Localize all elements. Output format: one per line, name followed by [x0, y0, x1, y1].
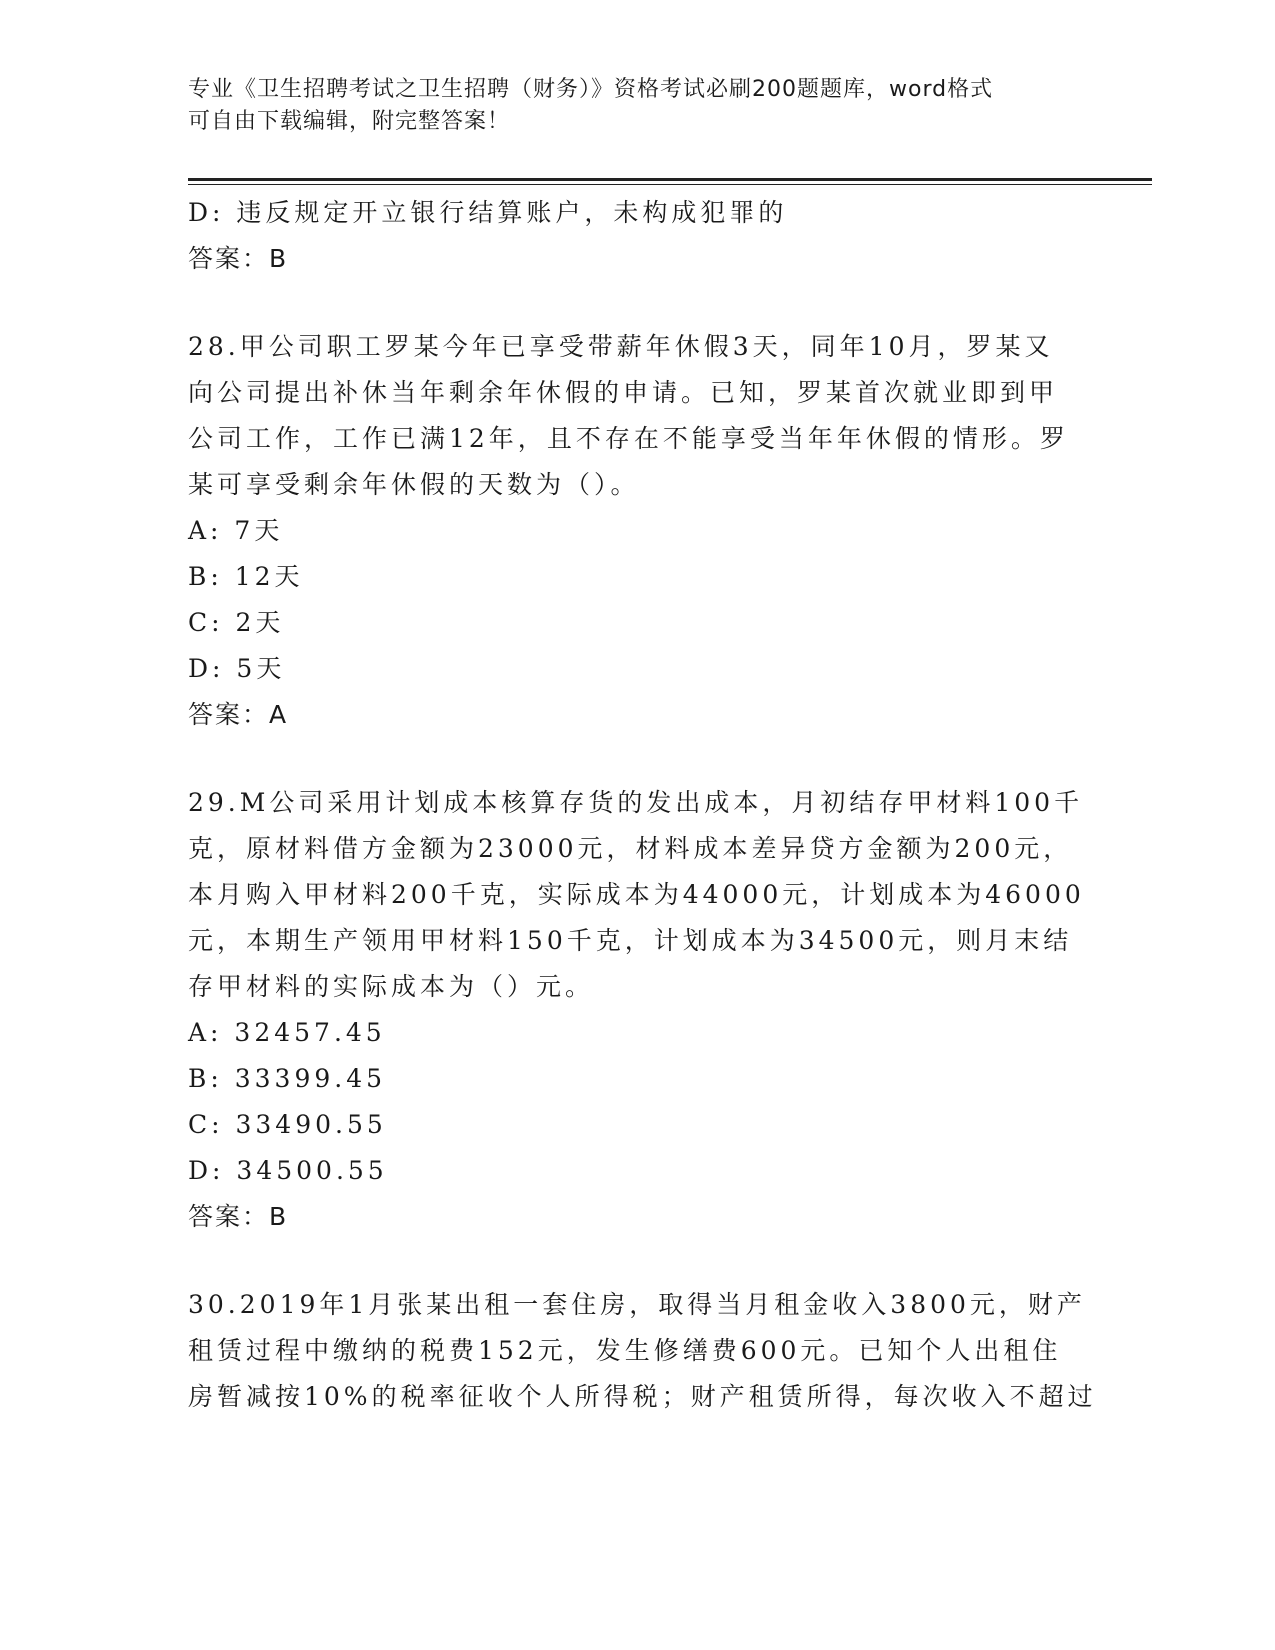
answer: 答案：B	[188, 244, 289, 273]
question-text-line: 租赁过程中缴纳的税费152元，发生修缮费600元。已知个人出租住	[188, 1336, 1062, 1365]
question-text-line: 克，原材料借方金额为23000元，材料成本差异贷方金额为200元，	[188, 834, 1073, 863]
option-c: C: 33490.55	[188, 1110, 387, 1139]
answer: 答案：A	[188, 700, 289, 729]
question-text-line: 28.甲公司职工罗某今年已享受带薪年休假3天，同年10月，罗某又	[188, 332, 1054, 361]
spacer	[188, 738, 1088, 780]
option-a: A: 7天	[188, 516, 284, 545]
question-text-line: 元，本期生产领用甲材料150千克，计划成本为34500元，则月末结	[188, 926, 1073, 955]
question-30	[188, 1282, 1097, 1420]
question-text-line: 某可享受剩余年休假的天数为（）。	[188, 470, 640, 499]
question-text-line: 本月购入甲材料200千克，实际成本为44000元，计划成本为46000	[188, 880, 1085, 909]
question-28	[188, 324, 1088, 738]
option-d: D: 34500.55	[188, 1156, 388, 1185]
header-line-2: 可自由下载编辑，附完整答案！	[188, 109, 511, 134]
question-text-line: 公司工作，工作已满12年，且不存在不能享受当年年休假的情形。罗	[188, 424, 1069, 453]
question-text-line: 向公司提出补休当年剩余年休假的申请。已知，罗某首次就业即到甲	[188, 378, 1059, 407]
spacer	[188, 282, 1088, 324]
question-text-line: 房暂减按10%的税率征收个人所得税；财产租赁所得，每次收入不超过	[188, 1382, 1097, 1411]
question-29	[188, 780, 1088, 1240]
option-c: C: 2天	[188, 608, 285, 637]
header-divider-thin	[188, 184, 1152, 185]
option-b: B: 33399.45	[188, 1064, 387, 1093]
question-text-line: 29.M公司采用计划成本核算存货的发出成本，月初结存甲材料100千	[188, 788, 1084, 817]
question-text-line: 30.2019年1月张某出租一套住房，取得当月租金收入3800元，财产	[188, 1290, 1086, 1319]
option-d: D: 违反规定开立银行结算账户，未构成犯罪的	[188, 198, 788, 227]
document-body	[188, 190, 1097, 1420]
option-a: A: 32457.45	[188, 1018, 386, 1047]
header-divider-thick	[188, 178, 1152, 181]
option-d: D: 5天	[188, 654, 286, 683]
option-b: B: 12天	[188, 562, 304, 591]
spacer	[188, 1240, 1088, 1282]
question-text-line: 存甲材料的实际成本为（）元。	[188, 972, 595, 1001]
answer: 答案：B	[188, 1202, 289, 1231]
document-header	[188, 74, 1068, 138]
header-line-1: 专业《卫生招聘考试之卫生招聘（财务）》资格考试必刷200题题库，word格式	[188, 77, 994, 102]
previous-question-tail	[188, 190, 1088, 282]
